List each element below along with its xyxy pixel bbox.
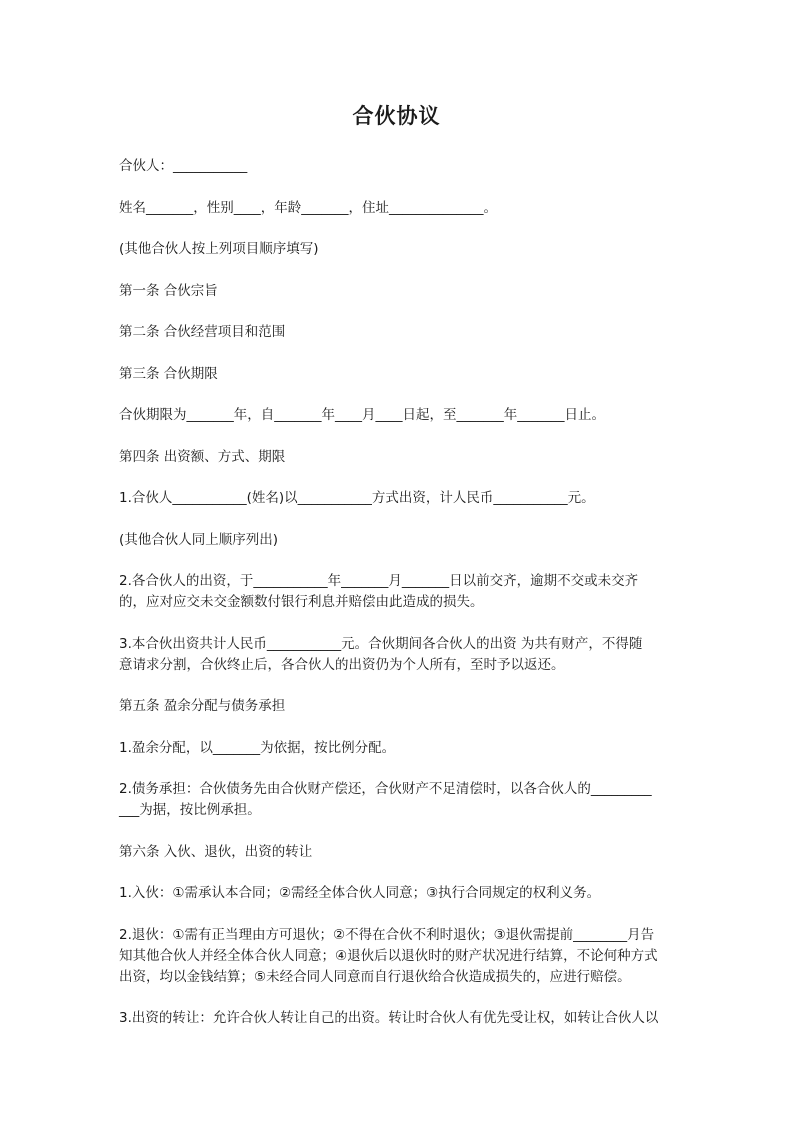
clause-6-1: 1.入伙：①需承认本合同；②需经全体合伙人同意；③执行合同规定的权利义务。 bbox=[119, 885, 601, 901]
clause-6-3-line-1: 3.出资的转让：允许合伙人转让自己的出资。转让时合伙人有优先受让权，如转让合伙人以 bbox=[119, 1010, 659, 1026]
clause-5-1: 1.盈余分配，以_______为依据，按比例分配。 bbox=[119, 740, 396, 756]
article-4-heading: 第四条 出资额、方式、期限 bbox=[119, 449, 286, 465]
document-title: 合伙协议 bbox=[352, 104, 441, 128]
article-2-heading: 第二条 合伙经营项目和范围 bbox=[119, 324, 286, 340]
clause-4-2-line-1: 2.各合伙人的出资，于___________年_______月_______日以前交齐，逾期不交或未交齐 bbox=[119, 573, 639, 589]
clause-6-2-line-1: 2.退伙：①需有正当理由方可退伙；②不得在合伙不利时退伙；③退伙需提前________月告 bbox=[119, 927, 655, 943]
note-line: (其他合伙人按上列项目顺序填写) bbox=[119, 241, 319, 257]
article-1-heading: 第一条 合伙宗旨 bbox=[119, 283, 218, 299]
clause-6-2-line-2: 知其他合伙人并经全体合伙人同意；④退伙后以退伙时的财产状况进行结算，不论何种方式 bbox=[119, 948, 658, 964]
term-line: 合伙期限为_______年，自_______年____月____日起，至_______年_______日止。 bbox=[119, 407, 605, 423]
partner-info-line: 姓名_______，性别____，年龄_______，住址______________。 bbox=[119, 200, 497, 216]
note-line-2: (其他合伙人同上顺序列出) bbox=[119, 532, 279, 548]
clause-4-3-line-2: 意请求分割，合伙终止后，各合伙人的出资仍为个人所有，至时予以返还。 bbox=[119, 657, 565, 673]
clause-6-2-line-3: 出资，均以金钱结算；⑤未经合同人同意而自行退伙给合伙造成损失的，应进行赔偿。 bbox=[119, 969, 631, 985]
clause-4-2-line-2: 的，应对应交未交金额数付银行利息并赔偿由此造成的损失。 bbox=[119, 594, 484, 610]
article-3-heading: 第三条 合伙期限 bbox=[119, 366, 218, 382]
clause-4-1: 1.合伙人___________(姓名)以___________方式出资，计人民币___________元。 bbox=[119, 490, 595, 506]
article-6-heading: 第六条 入伙、退伙，出资的转让 bbox=[119, 844, 313, 860]
clause-4-3-line-1: 3.本合伙出资共计人民币___________元。合伙期间各合伙人的出资 为共有财产，不得随 bbox=[119, 636, 643, 652]
partner-line: 合伙人：___________ bbox=[119, 158, 248, 174]
article-5-heading: 第五条 盈余分配与债务承担 bbox=[119, 698, 286, 714]
clause-5-2-line-2: ___为据，按比例承担。 bbox=[119, 802, 261, 818]
clause-5-2-line-1: 2.债务承担：合伙债务先由合伙财产偿还，合伙财产不足清偿时，以各合伙人的_________ bbox=[119, 781, 652, 797]
